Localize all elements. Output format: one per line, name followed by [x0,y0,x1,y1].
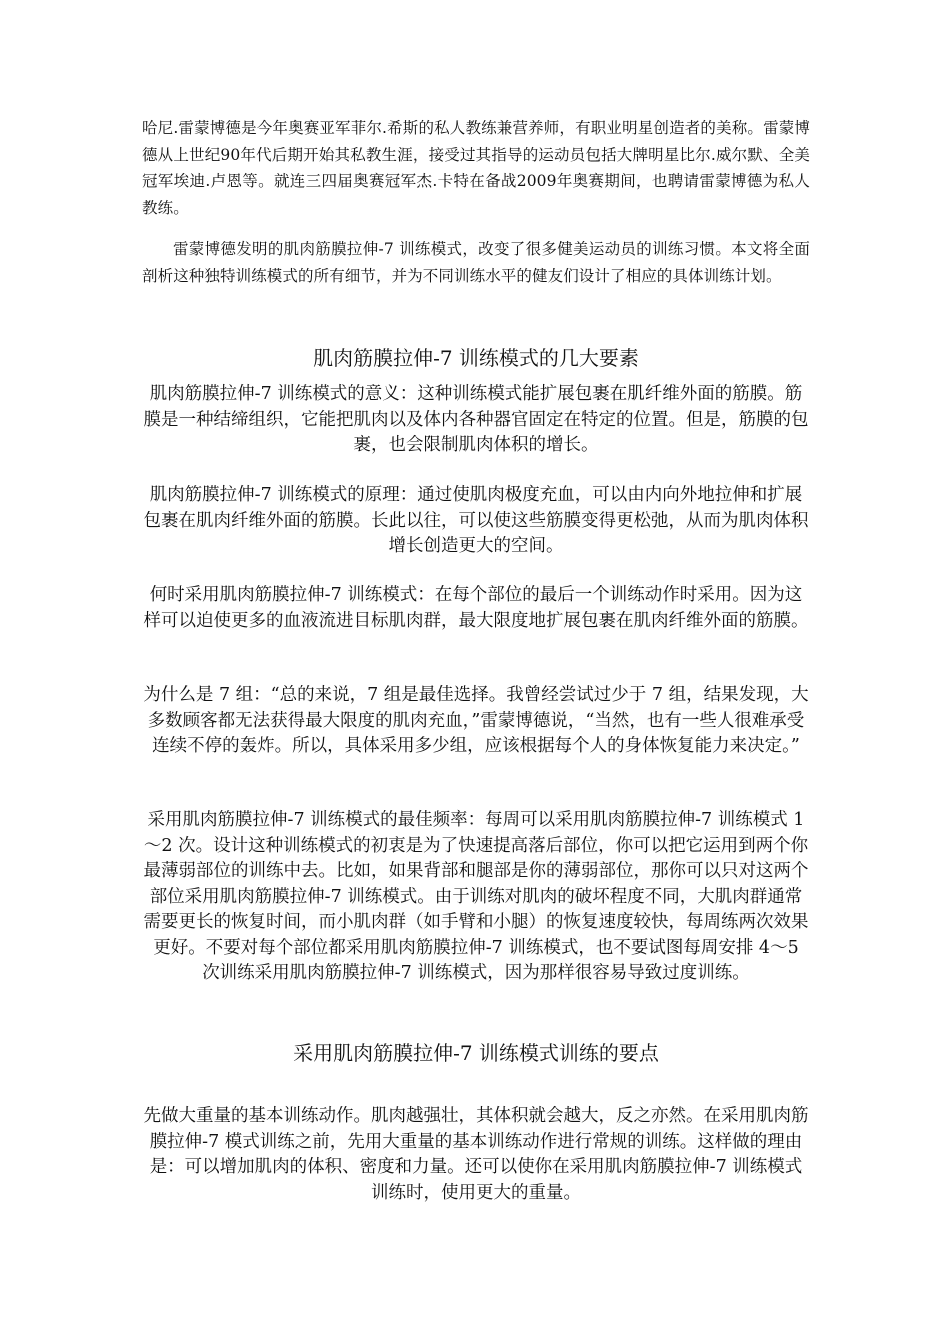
section-1-paragraph-principle: 肌肉筋膜拉伸-7 训练模式的原理：通过使肌肉极度充血，可以由内向外地拉伸和扩展包裹在肌肉纤维外面的筋膜。长此以往，可以使这些筋膜变得更松弛，从而为肌肉体积增长创造更大的空间。 [143,485,809,556]
section-1-paragraph-why-seven: 为什么是 7 组：“总的来说，7 组是最佳选择。我曾经尝试过少于 7 组，结果发现，大多数顾客都无法获得最大限度的肌肉充血，”雷蒙博德说，“当然，也有一些人很难承受连续不停的轰炸。所以，具体采用多少组，应该根据每个人的身体恢复能力来决定。” [143,685,809,756]
section-1-paragraph-meaning: 肌肉筋膜拉伸-7 训练模式的意义：这种训练模式能扩展包裹在肌纤维外面的筋膜。筋膜是一种结缔组织，它能把肌肉以及体内各种器官固定在特定的位置。但是，筋膜的包裹，也会限制肌肉体积的增长。 [143,384,809,455]
intro-paragraph-2: 雷蒙博德发明的肌肉筋膜拉伸-7 训练模式，改变了很多健美运动员的训练习惯。本文将全面剖析这种独特训练模式的所有细节，并为不同训练水平的健友们设计了相应的具体训练计划。 [142,240,810,285]
section-2-paragraph-basics: 先做大重量的基本训练动作。肌肉越强壮，其体积就会越大，反之亦然。在采用肌肉筋膜拉伸-7 模式训练之前，先用大重量的基本训练动作进行常规的训练。这样做的理由是：可以增加肌肉的体积、密度和力量。还可以使你在采用肌肉筋膜拉伸-7 训练模式训练时，使用更大的重量。 [143,1106,809,1203]
section-2-heading: 采用肌肉筋膜拉伸-7 训练模式训练的要点 [293,1041,659,1065]
section-1-paragraph-frequency: 采用肌肉筋膜拉伸-7 训练模式的最佳频率：每周可以采用肌肉筋膜拉伸-7 训练模式 1～2 次。设计这种训练模式的初衷是为了快速提高落后部位，你可以把它运用到两个你最薄弱部位的训练中去。比如，如果背部和腿部是你的薄弱部位，那你可以只对这两个部位采用肌肉筋膜拉伸-7 训练模式。由于训练对肌肉的破坏程度不同，大肌肉群通常需要更长的恢复时间，而小肌肉群（如手臂和小腿）的恢复速度较快，每周练两次效果更好。不要对每个部位都采用肌肉筋膜拉伸-7 训练模式，也不要试图每周安排 4～5 次训练采用肌肉筋膜拉伸-7 训练模式，因为那样很容易导致过度训练。 [143,810,809,983]
section-1-heading: 肌肉筋膜拉伸-7 训练模式的几大要素 [313,346,639,370]
section-1-paragraph-when: 何时采用肌肉筋膜拉伸-7 训练模式：在每个部位的最后一个训练动作时采用。因为这样可以迫使更多的血液流进目标肌肉群，最大限度地扩展包裹在肌肉纤维外面的筋膜。 [143,585,809,631]
intro-paragraph-1: 哈尼.雷蒙博德是今年奥赛亚军菲尔.希斯的私人教练兼营养师，有职业明星创造者的美称。雷蒙博德从上世纪90年代后期开始其私教生涯，接受过其指导的运动员包括大牌明星比尔.威尔默、全美冠军埃迪.卢恩等。就连三四届奥赛冠军杰.卡特在备战2009年奥赛期间，也聘请雷蒙博德为私人教练。 [142,119,810,217]
